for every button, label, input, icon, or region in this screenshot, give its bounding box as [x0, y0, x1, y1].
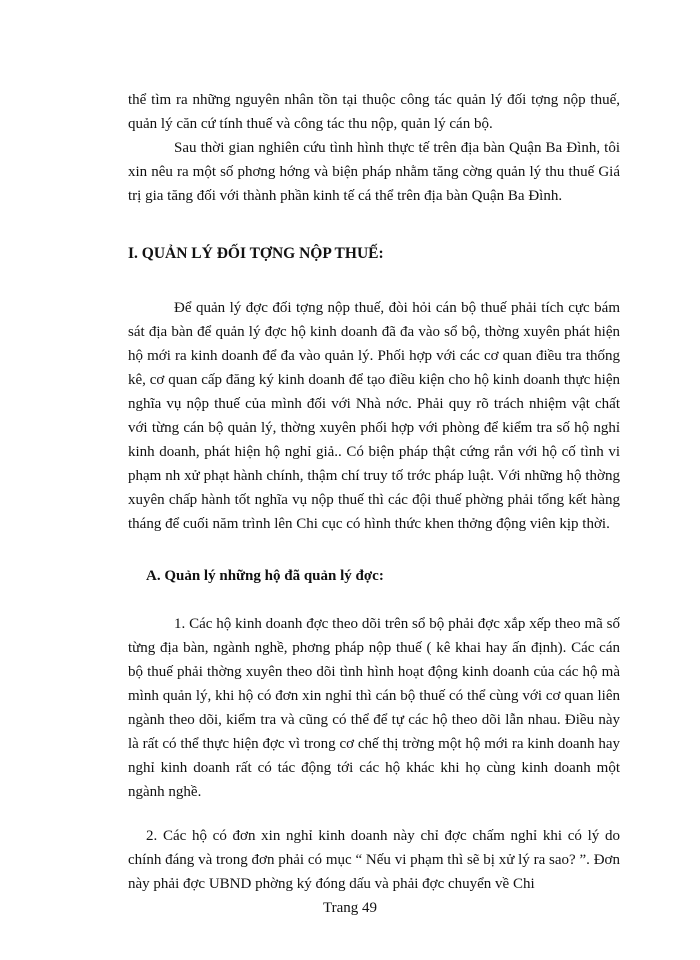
page-body — [128, 88, 620, 896]
page-number: Trang 49 — [322, 900, 378, 916]
paragraph-intro-continuation: thể tìm ra những nguyên nhân tồn tại thuộc công tác quản lý đối tợng nộp thuế, quản lý căn cứ tính thuế và công tác thu nộp, quản lý cán bộ. — [128, 92, 620, 132]
section-heading: I. QUẢN LÝ ĐỐI TỢNG NỘP THUẾ: — [128, 245, 384, 262]
paragraph-taxpayer-management: Để quản lý đợc đối tợng nộp thuế, đòi hỏi cán bộ thuế phải tích cực bám sát địa bàn để quản lý đợc hộ kinh doanh đã đa vào sổ bộ, thờng xuyên phát hiện hộ mới ra kinh doanh để đa vào quản lý. Phối hợp với các cơ quan điều tra thống kê, cơ quan cấp đăng ký kinh doanh để tạo điều kiện cho hộ kinh doanh thực hiện nghĩa vụ nộp thuế của mình đối với Nhà nớc. Phải quy rõ trách nhiệm vật chất với từng cán bộ quản lý, thờng xuyên phối hợp với phòng để kiểm tra số hộ nghỉ kinh doanh, phát hiện hộ nghỉ giả.. Có biện pháp thật cứng rắn với hộ cố tình vi phạm nh xử phạt hành chính, thậm chí truy tố trớc pháp luật. Với những hộ thờng xuyên chấp hành tốt nghĩa vụ nộp thuế thì các đội thuế phờng phải tổng kết hàng tháng để cuối năm trình lên Chi cục có hình thức khen thởng động viên kịp thời. — [128, 300, 620, 532]
paragraph-gap — [128, 804, 620, 824]
paragraph-research-summary: Sau thời gian nghiên cứu tình hình thực tế trên địa bàn Quận Ba Đình, tôi xin nêu ra một số phơng hớng và biện pháp nhằm tăng cờng quản lý thu thuế Giá trị gia tăng đối với thành phần kinh tế cá thể trên địa bàn Quận Ba Đình. — [128, 140, 620, 204]
paragraph-item-1: 1. Các hộ kinh doanh đợc theo dõi trên sổ bộ phải đợc xắp xếp theo mã số từng địa bàn, ngành nghề, phơng pháp nộp thuế ( kê khai hay ấn định). Các cán bộ thuế phải thờng xuyên theo dõi tình hình hoạt động kinh doanh của các hộ mà mình quản lý, khi hộ có đơn xin nghỉ thì cán bộ thuế có thể cùng với cơ quan liên ngành theo dõi, kiểm tra và cũng có thể để tự các hộ theo dõi lẫn nhau. Điều này là rất có thể thực hiện đợc vì trong cơ chế thị trờng một hộ mới ra kinh doanh hay nghỉ kinh doanh rất có tác động tới các hộ khác khi họ cùng kinh doanh một ngành nghề. — [128, 616, 620, 800]
paragraph-item-2: 2. Các hộ có đơn xin nghỉ kinh doanh này chỉ đợc chấm nghỉ khi có lý do chính đáng và trong đơn phải có mục “ Nếu vi phạm thì sẽ bị xử lý ra sao? ”. Đơn này phải đợc UBND phờng ký đóng dấu và phải đợc chuyển về Chi — [128, 828, 620, 892]
subsection-heading: A. Quản lý những hộ đã quản lý đợc: — [146, 568, 384, 584]
